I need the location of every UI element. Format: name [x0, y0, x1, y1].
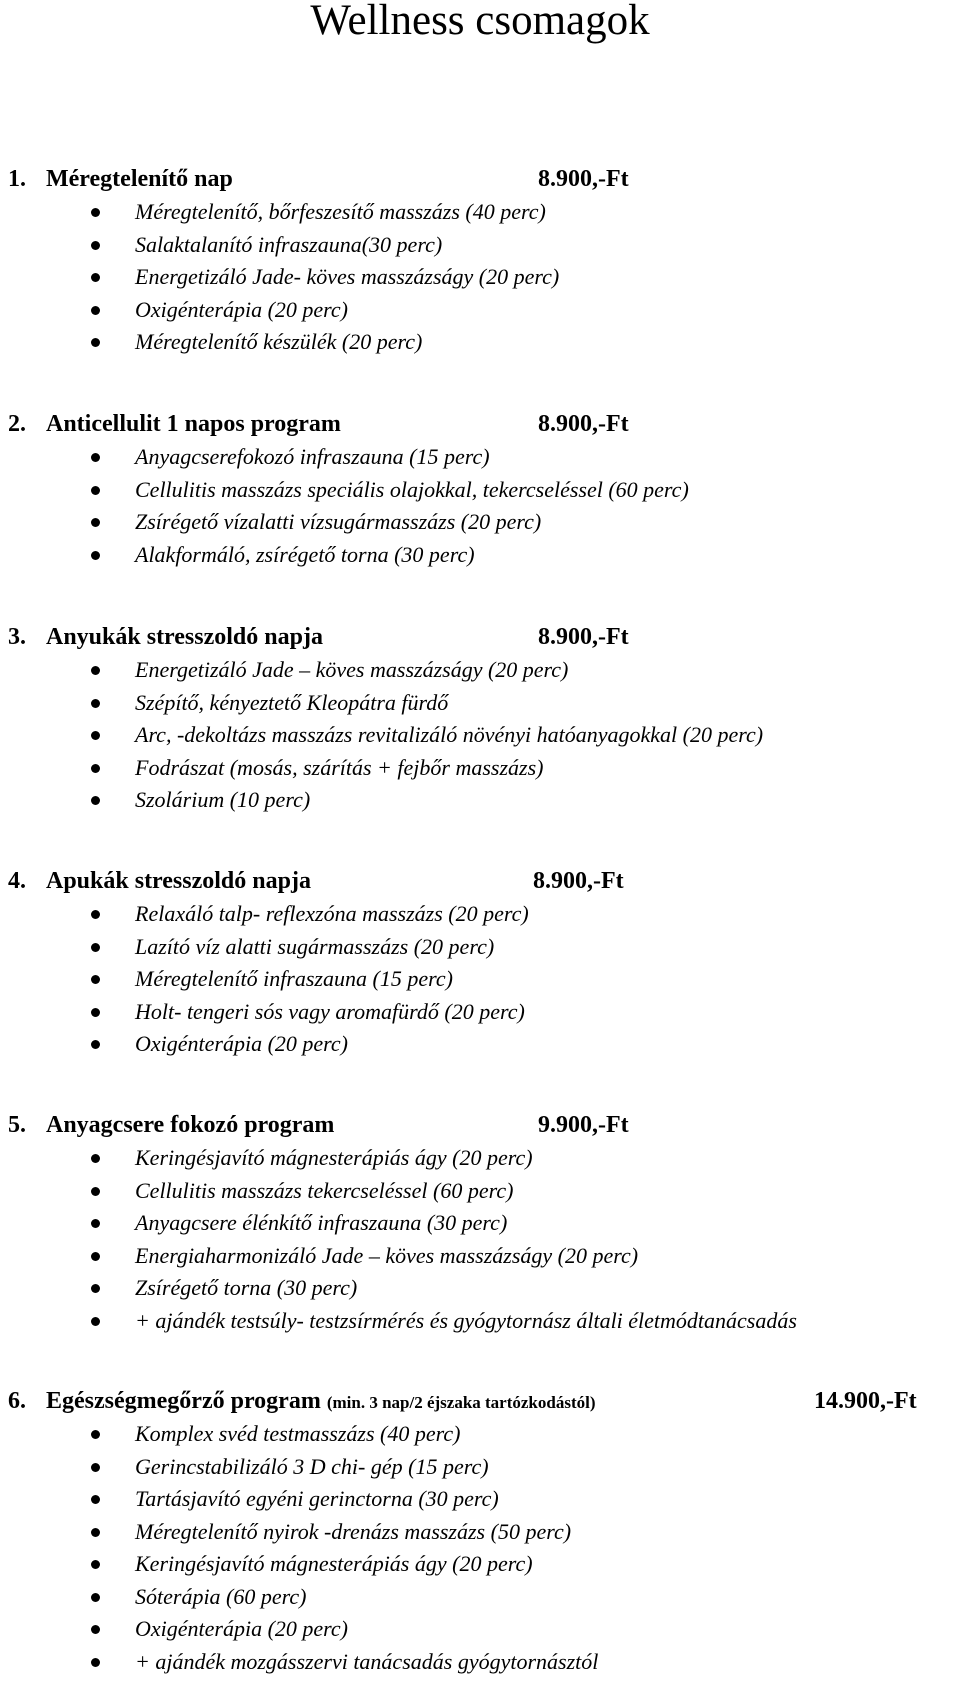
package-items [0, 898, 960, 1061]
package-note: (min. 3 nap/2 éjszaka tartózkodástól) [326, 1393, 596, 1412]
bullet-icon [91, 1008, 100, 1017]
package-name: Méregtelenítő nap [46, 166, 233, 192]
bullet-icon [91, 273, 100, 282]
list-item [0, 326, 960, 359]
bullet-icon [91, 1528, 100, 1537]
list-item [0, 1581, 960, 1614]
list-item [0, 784, 960, 817]
list-item [0, 931, 960, 964]
package-items [0, 441, 960, 571]
package-3 [0, 620, 960, 817]
list-item [0, 1418, 960, 1451]
item-text: Méregtelenítő infraszauna (15 perc) [135, 966, 453, 991]
item-text: Energiaharmonizáló Jade – köves masszázságy (20 perc) [135, 1242, 639, 1268]
bullet-icon [91, 208, 100, 217]
item-text: Méregtelenítő, bőrfeszesítő masszázs (40 perc) [135, 199, 546, 224]
item-text: Zsírégető torna (30 perc) [135, 1275, 358, 1300]
bullet-icon [91, 306, 100, 315]
package-number: 2. [8, 411, 26, 437]
package-header [0, 162, 960, 196]
package-price: 9.900,-Ft [538, 1112, 629, 1138]
bullet-icon [91, 1593, 100, 1602]
item-text: Relaxáló talp- reflexzóna masszázs (20 perc) [135, 901, 529, 926]
package-name-text: Egészségmegőrző program [46, 1388, 321, 1414]
package-header [0, 407, 960, 441]
list-item [0, 1175, 960, 1208]
item-text: Energetizáló Jade – köves masszázságy (20 perc) [135, 657, 569, 682]
list-item [0, 654, 960, 687]
bullet-icon [91, 1317, 100, 1326]
list-item [0, 196, 960, 229]
package-name: Anyukák stresszoldó napja [46, 624, 323, 650]
list-item [0, 1028, 960, 1061]
bullet-icon [91, 1658, 100, 1667]
bullet-icon [91, 518, 100, 527]
item-text: + ajándék testsúly- testzsírmérés és gyógytornász általi életmódtanácsadás [135, 1307, 797, 1333]
package-name: Apukák stresszoldó napja [46, 868, 311, 894]
item-text: Keringésjavító mágnesterápiás ágy (20 perc) [135, 1551, 533, 1576]
item-text: Arc, -dekoltázs masszázs revitalizáló növényi hatóanyagokkal (20 perc) [135, 722, 764, 747]
list-item [0, 1646, 960, 1679]
item-text: Cellulitis masszázs tekercseléssel (60 perc) [135, 1177, 514, 1203]
bullet-icon [91, 453, 100, 462]
item-text: Szépítő, kényeztető Kleopátra fürdő [135, 689, 449, 715]
bullet-icon [91, 666, 100, 675]
list-item [0, 752, 960, 785]
list-item [0, 687, 960, 720]
bullet-icon [91, 1284, 100, 1293]
list-item [0, 539, 960, 572]
list-item [0, 996, 960, 1029]
item-text: Keringésjavító mágnesterápiás ágy (20 perc) [135, 1145, 533, 1170]
package-number: 3. [8, 624, 26, 650]
package-number: 6. [8, 1388, 26, 1414]
package-2 [0, 407, 960, 571]
bullet-icon [91, 1187, 100, 1196]
package-items [0, 654, 960, 817]
bullet-icon [91, 551, 100, 560]
package-header [0, 1384, 960, 1418]
package-name [46, 1384, 596, 1420]
bullet-icon [91, 1560, 100, 1569]
list-item [0, 1240, 960, 1273]
item-text: Anyagcsere élénkítő infraszauna (30 perc) [135, 1210, 508, 1235]
package-price: 8.900,-Ft [538, 166, 629, 192]
package-name: Anyagcsere fokozó program [46, 1112, 335, 1138]
list-item [0, 1516, 960, 1549]
bullet-icon [91, 1252, 100, 1261]
list-item [0, 1483, 960, 1516]
package-header [0, 1108, 960, 1142]
list-item [0, 294, 960, 327]
list-item [0, 1451, 960, 1484]
bullet-icon [91, 338, 100, 347]
package-number: 5. [8, 1112, 26, 1138]
list-item [0, 441, 960, 474]
item-text: Gerincstabilizáló 3 D chi- gép (15 perc) [135, 1453, 489, 1479]
bullet-icon [91, 1040, 100, 1049]
package-5 [0, 1108, 960, 1337]
item-text: Méregtelenítő nyirok -drenázs masszázs (50 perc) [135, 1518, 572, 1544]
list-item [0, 261, 960, 294]
list-item [0, 506, 960, 539]
list-item [0, 1305, 960, 1338]
item-text: Méregtelenítő készülék (20 perc) [135, 329, 423, 354]
package-number: 4. [8, 868, 26, 894]
item-text: + ajándék mozgásszervi tanácsadás gyógytornásztól [135, 1648, 599, 1674]
bullet-icon [91, 1154, 100, 1163]
item-text: Oxigénterápia (20 perc) [135, 1616, 349, 1641]
package-items [0, 196, 960, 359]
package-name: Anticellulit 1 napos program [46, 411, 341, 437]
bullet-icon [91, 1495, 100, 1504]
list-item [0, 474, 960, 507]
item-text: Fodrászat (mosás, szárítás + fejbőr masszázs) [135, 754, 544, 780]
bullet-icon [91, 796, 100, 805]
list-item [0, 1548, 960, 1581]
package-price: 8.900,-Ft [533, 868, 624, 894]
package-price: 8.900,-Ft [538, 624, 629, 650]
bullet-icon [91, 699, 100, 708]
list-item [0, 1613, 960, 1646]
item-text: Oxigénterápia (20 perc) [135, 1031, 349, 1056]
list-item [0, 898, 960, 931]
page-title: Wellness csomagok [310, 0, 650, 44]
bullet-icon [91, 1625, 100, 1634]
list-item [0, 963, 960, 996]
list-item [0, 719, 960, 752]
item-text: Alakformáló, zsírégető torna (30 perc) [135, 541, 475, 567]
list-item [0, 229, 960, 262]
item-text: Cellulitis masszázs speciális olajokkal, tekercseléssel (60 perc) [135, 476, 689, 502]
package-1 [0, 162, 960, 359]
package-header [0, 620, 960, 654]
item-text: Oxigénterápia (20 perc) [135, 296, 349, 322]
package-header [0, 864, 960, 898]
item-text: Szolárium (10 perc) [135, 787, 311, 812]
item-text: Zsírégető vízalatti vízsugármasszázs (20 perc) [135, 509, 542, 534]
package-price: 14.900,-Ft [814, 1388, 917, 1414]
item-text: Anyagcserefokozó infraszauna (15 perc) [135, 444, 490, 469]
package-4 [0, 864, 960, 1061]
bullet-icon [91, 910, 100, 919]
bullet-icon [91, 241, 100, 250]
bullet-icon [91, 943, 100, 952]
bullet-icon [91, 486, 100, 495]
bullet-icon [91, 1463, 100, 1472]
package-price: 8.900,-Ft [538, 411, 629, 437]
item-text: Holt- tengeri sós vagy aromafürdő (20 perc) [135, 998, 525, 1024]
bullet-icon [91, 731, 100, 740]
item-text: Salaktalanító infraszauna(30 perc) [135, 231, 443, 257]
item-text: Komplex svéd testmasszázs (40 perc) [135, 1421, 461, 1446]
item-text: Energetizáló Jade- köves masszázságy (20 perc) [135, 264, 560, 289]
package-6 [0, 1384, 960, 1678]
item-text: Tartásjavító egyéni gerinctorna (30 perc) [135, 1486, 499, 1511]
list-item [0, 1272, 960, 1305]
bullet-icon [91, 764, 100, 773]
bullet-icon [91, 975, 100, 984]
list-item [0, 1142, 960, 1175]
item-text: Lazító víz alatti sugármasszázs (20 perc) [135, 933, 495, 959]
bullet-icon [91, 1430, 100, 1439]
package-number: 1. [8, 166, 26, 192]
item-text: Sóterápia (60 perc) [135, 1583, 307, 1609]
package-items [0, 1418, 960, 1678]
list-item [0, 1207, 960, 1240]
package-items [0, 1142, 960, 1337]
bullet-icon [91, 1219, 100, 1228]
